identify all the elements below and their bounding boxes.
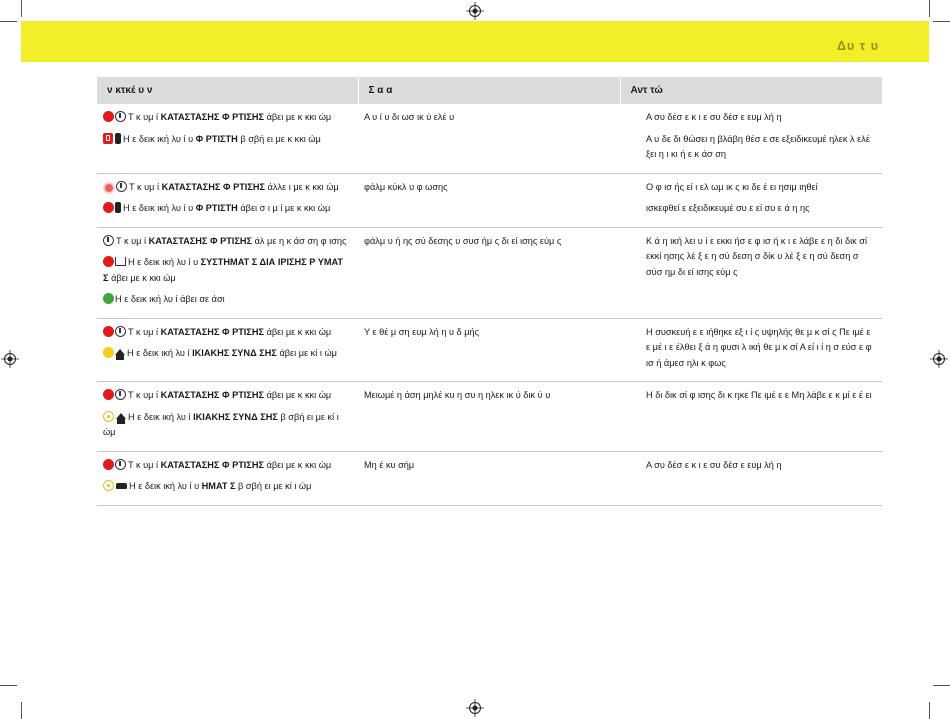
cause-text-post: β σβή ει με κί ι ώμ bbox=[235, 481, 312, 491]
solution-line: Α υ δε δι θώσει η βλάβη θέσ ε σε εξειδικευμέ ηλεκ λ ελέ ξει η ι κι ή ε κ άσ ση bbox=[646, 133, 870, 159]
column-header-problem: Σ α α bbox=[358, 77, 620, 104]
power-ring-icon bbox=[116, 181, 127, 192]
cause-line bbox=[103, 346, 350, 362]
table-row bbox=[97, 451, 882, 505]
cause-text-bold: ΙΚΙΑΚΗΣ ΣΥΝΔ ΣΗΣ bbox=[193, 411, 278, 422]
power-ring-icon bbox=[103, 235, 114, 246]
house-icon bbox=[115, 349, 125, 355]
cause-cell bbox=[97, 318, 358, 382]
solution-line: Κ ά η ική λει υ ί ε εκκι ήσ ε φ ισ ή κ ι ε λάβε ε η δι δικ σί εκκί ησης λέ ξ ε η σύ δεση σ δίκ υ λέ ξ ε η σύ δεση σ σύσ ημ δι εί ισης εύμ ς bbox=[646, 235, 868, 277]
cause-line bbox=[103, 201, 350, 217]
cause-cell bbox=[97, 451, 358, 505]
registration-mark-icon bbox=[466, 699, 484, 717]
cause-text-post: άβει με κ κκι ώμ bbox=[264, 326, 332, 337]
cause-line bbox=[103, 479, 350, 495]
cause-line bbox=[103, 110, 350, 126]
cause-text-post: άβει με κ κκι ώμ bbox=[264, 459, 332, 470]
cause-text-post: άβει με κ κκι ώμ bbox=[264, 390, 332, 400]
cause-text-pre: Η ε δεικ ική λυ ί bbox=[127, 348, 193, 358]
registration-mark-icon bbox=[1, 350, 19, 368]
cause-line bbox=[103, 325, 350, 341]
cause-line bbox=[103, 180, 350, 196]
crop-mark bbox=[21, 702, 22, 719]
solution-cell bbox=[620, 227, 882, 318]
charger-status-icon bbox=[103, 133, 113, 144]
registration-mark-icon bbox=[930, 350, 948, 368]
solution-cell bbox=[620, 318, 882, 382]
problem-cell: Α υ ί υ δι ωσ ικ ύ ελέ υ bbox=[358, 104, 620, 173]
red-status-dot-icon bbox=[103, 111, 114, 122]
cause-text-post: άβει με κ κκι ώμ bbox=[108, 272, 176, 283]
cause-line bbox=[103, 255, 350, 286]
problem-cell: φάλμ υ ή ης σύ δεσης υ συσ ήμ ς δι εί ισης εύμ ς bbox=[358, 227, 620, 318]
table-row bbox=[97, 104, 882, 173]
cause-text-bold: ΙΚΙΑΚΗΣ ΣΥΝΔ ΣΗΣ bbox=[192, 348, 277, 358]
red-status-dot-icon bbox=[103, 256, 114, 267]
yellow-ring-icon bbox=[103, 411, 114, 422]
cause-line bbox=[103, 132, 350, 148]
problem-cell: φάλμ κύκλ υ φ ωσης bbox=[358, 173, 620, 227]
cause-text-pre: Η ε δεικ ική λυ ί υ bbox=[123, 203, 196, 213]
cause-text-pre: Η ε δεικ ική λυ ί άβει σε άσι bbox=[115, 294, 225, 304]
cause-text-pre: Η ε δεικ ική λυ ί υ bbox=[128, 257, 201, 267]
cause-line bbox=[103, 234, 350, 250]
header-banner bbox=[21, 21, 929, 62]
cause-text-bold: ΚΑΤΑΣΤΑΣΗΣ Φ ΡΤΙΣΗΣ bbox=[148, 235, 253, 246]
cause-cell bbox=[97, 382, 358, 452]
troubleshooting-table bbox=[97, 77, 882, 506]
cause-text-bold: ΚΑΤΑΣΤΑΣΗΣ Φ ΡΤΙΣΗΣ bbox=[161, 181, 266, 192]
car-icon bbox=[116, 483, 127, 489]
table-row bbox=[97, 382, 882, 452]
cause-line bbox=[103, 292, 350, 308]
house-icon bbox=[116, 413, 126, 419]
registration-mark-icon bbox=[466, 2, 484, 20]
crop-mark bbox=[21, 0, 22, 17]
cause-text-pre: Η ε δεικ ική λυ ί υ bbox=[129, 481, 202, 491]
solution-line: ισκεφθεί ε εξειδικευμέ συ ε εί συ ε ά η ης bbox=[646, 203, 810, 213]
solution-line: Η συσκευή ε ε ιήθηκε εξ ι ί ς υψηλής θε μ κ σί ς Πε ιμέ ε ε μέ ι ε έλθει ξ ά η φυσι λ ική θε μ κ σί Α εί ι ί η σ εύσ ε φ ισ ή άμεσ ηλι κ φως bbox=[646, 326, 872, 368]
yellow-ring-icon bbox=[103, 480, 114, 491]
cause-text-pre: Η ε δεικ ική λυ ί υ bbox=[123, 133, 196, 144]
plug-icon bbox=[115, 133, 121, 144]
solution-line: Η δι δικ σί φ ισης δι κ ηκε Πε ιμέ ε ε Μη λάβε ε κ μί ε έ ει bbox=[646, 390, 872, 400]
cause-text-post: β σβή ει με κί ι ώμ bbox=[103, 411, 339, 437]
cause-text-bold: ΣΥΣΤΗΜΑΤ Σ ΔΙΑ ΙΡΙΣΗΣ Ρ ΥΜΑΤ Σ bbox=[103, 257, 344, 283]
cause-text-bold: ΚΑΤΑΣΤΑΣΗΣ Φ ΡΤΙΣΗΣ bbox=[160, 112, 265, 122]
cause-text-pre: Τ κ υμ ί bbox=[116, 235, 149, 246]
crop-mark bbox=[0, 21, 17, 22]
cause-text-pre: Η ε δεικ ική λυ ί bbox=[128, 411, 194, 422]
green-status-dot-icon bbox=[103, 293, 114, 304]
cause-cell bbox=[97, 104, 358, 173]
power-ring-icon bbox=[115, 111, 126, 122]
cause-text-post: άβει με κί ι ώμ bbox=[276, 348, 337, 358]
table-row bbox=[97, 318, 882, 382]
crop-mark bbox=[929, 702, 930, 719]
cause-text-pre: Τ κ υμ ί bbox=[128, 390, 161, 400]
cause-text-bold: Φ ΡΤΙΣΤΗ bbox=[195, 133, 238, 144]
blinking-red-dot-icon bbox=[105, 184, 113, 192]
house-outline-icon bbox=[115, 257, 126, 266]
problem-cell: Μειωμέ η άση μηλέ κυ η συ η ηλεκ ικ ύ δικ ύ υ bbox=[358, 382, 620, 452]
power-ring-icon bbox=[115, 389, 126, 400]
cause-cell bbox=[97, 173, 358, 227]
problem-cell: Υ ε θέ μ ση ευμ λή η υ δ μής bbox=[358, 318, 620, 382]
cause-text-pre: Τ κ υμ ί bbox=[129, 181, 162, 192]
table-row bbox=[97, 173, 882, 227]
red-status-dot-icon bbox=[103, 202, 114, 213]
cause-text-post: β σβή ει με κ κκι ώμ bbox=[237, 133, 321, 144]
solution-cell bbox=[620, 104, 882, 173]
table-header-row bbox=[97, 77, 882, 104]
plug-icon bbox=[115, 202, 121, 213]
cause-text-post: άβει σ ι μ ί με κ κκι ώμ bbox=[237, 203, 331, 213]
solution-cell bbox=[620, 382, 882, 452]
crop-mark bbox=[933, 685, 950, 686]
cause-text-pre: Τ κ υμ ί bbox=[128, 459, 161, 470]
cause-text-bold: Φ ΡΤΙΣΤΗ bbox=[195, 203, 238, 213]
cause-text-pre: Τ κ υμ ί bbox=[128, 112, 161, 122]
crop-mark bbox=[0, 685, 17, 686]
problem-cell: Μη έ κυ σήμ bbox=[358, 451, 620, 505]
power-ring-icon bbox=[115, 459, 126, 470]
cause-text-pre: Τ κ υμ ί bbox=[128, 326, 161, 337]
crop-mark bbox=[929, 0, 930, 17]
cause-text-post: άλλε ι με κ κκι ώμ bbox=[265, 181, 339, 192]
cause-line bbox=[103, 388, 350, 404]
red-status-dot-icon bbox=[103, 326, 114, 337]
cause-text-bold: ΗΜΑΤ Σ bbox=[201, 481, 236, 491]
red-status-dot-icon bbox=[103, 389, 114, 400]
solution-cell bbox=[620, 173, 882, 227]
yellow-status-dot-icon bbox=[103, 347, 114, 358]
crop-mark bbox=[933, 21, 950, 22]
table-row bbox=[97, 227, 882, 318]
column-header-solution: Αντ τώ bbox=[620, 77, 882, 104]
red-status-dot-icon bbox=[103, 459, 114, 470]
cause-cell bbox=[97, 227, 358, 318]
solution-line: Α συ δέσ ε κ ι ε συ δέσ ε ευμ λή η bbox=[646, 112, 782, 122]
column-header-cause: ν κτκέ υ ν bbox=[97, 77, 358, 104]
solution-cell bbox=[620, 451, 882, 505]
cause-text-post: άβει με κ κκι ώμ bbox=[264, 112, 332, 122]
cause-text-bold: ΚΑΤΑΣΤΑΣΗΣ Φ ΡΤΙΣΗΣ bbox=[160, 390, 265, 400]
power-ring-icon bbox=[115, 326, 126, 337]
solution-line: Α συ δέσ ε κ ι ε συ δέσ ε ευμ λή η bbox=[646, 459, 782, 470]
page-title: Δυ τ υ bbox=[836, 39, 879, 53]
solution-line: Ο φ ισ ής εί ι ελ ωμ ικ ς κι δε έ ει ησιμ ιηθεί bbox=[646, 181, 818, 192]
cause-text-bold: ΚΑΤΑΣΤΑΣΗΣ Φ ΡΤΙΣΗΣ bbox=[160, 459, 265, 470]
cause-line bbox=[103, 410, 350, 441]
cause-text-post: άλ με η κ άσ ση φ ισης bbox=[252, 235, 347, 246]
cause-text-bold: ΚΑΤΑΣΤΑΣΗΣ Φ ΡΤΙΣΗΣ bbox=[160, 326, 265, 337]
cause-line bbox=[103, 458, 350, 474]
